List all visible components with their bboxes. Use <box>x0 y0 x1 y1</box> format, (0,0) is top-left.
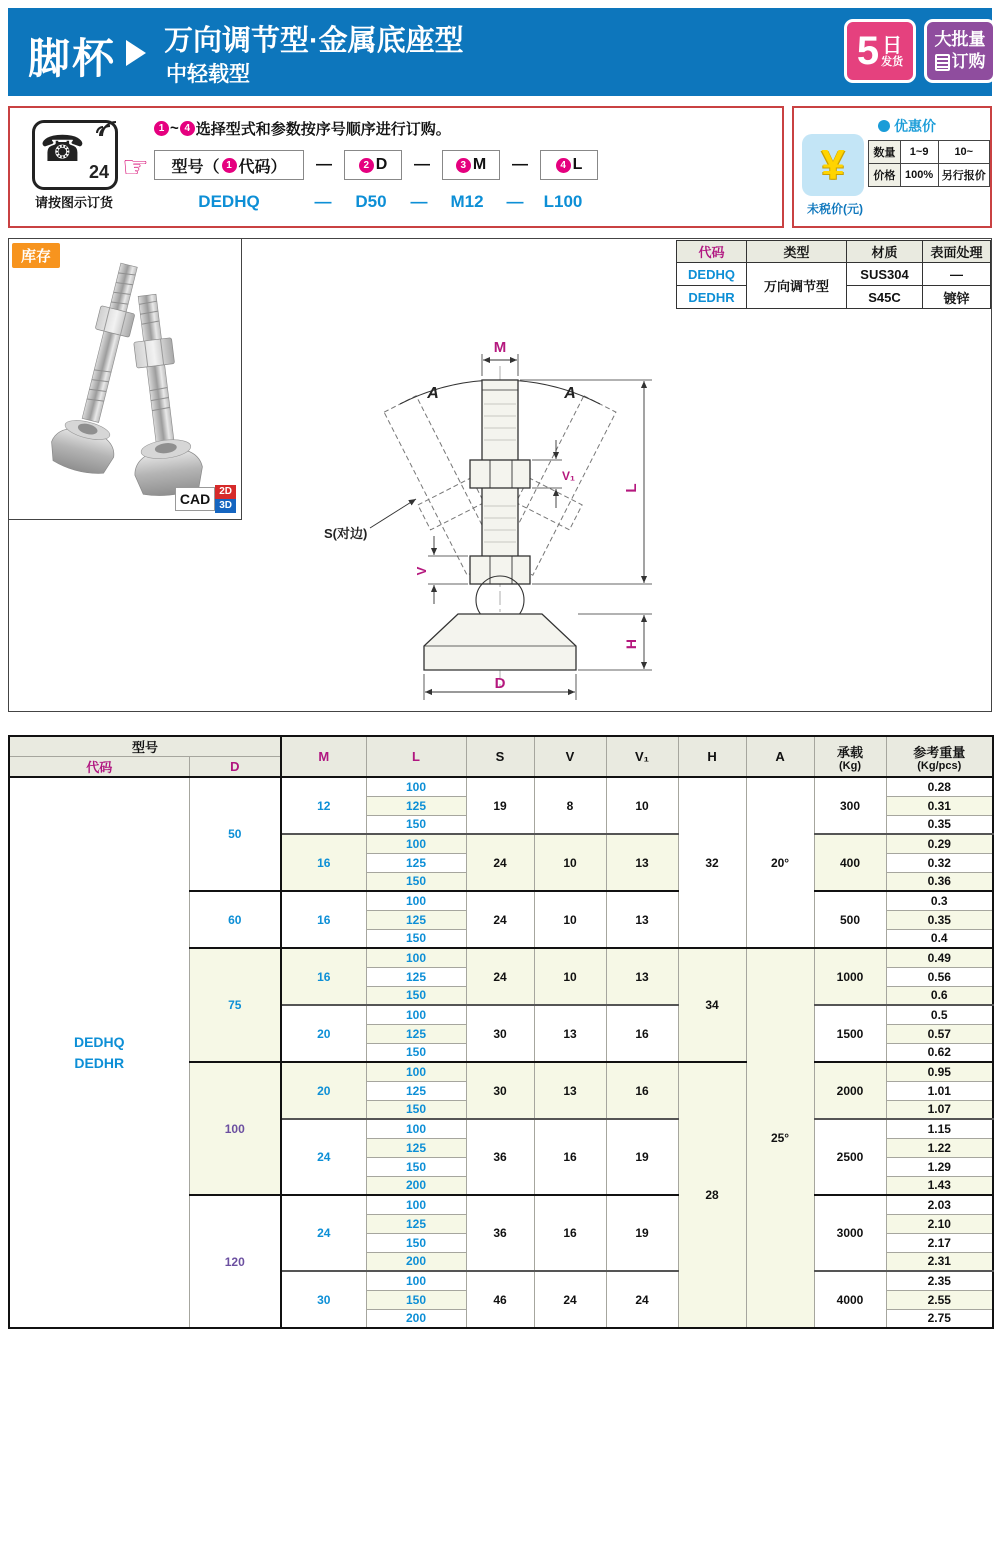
material-s45c: S45C <box>847 286 923 309</box>
cell-s: 30 <box>466 1062 534 1119</box>
header-weight <box>886 736 993 777</box>
dash: — <box>314 192 332 211</box>
header-v1: V₁ <box>606 736 678 777</box>
cell-v1: 16 <box>606 1005 678 1062</box>
cell-w: 1.29 <box>886 1157 993 1176</box>
cad-badge[interactable] <box>175 485 236 513</box>
cell-w: 0.35 <box>886 815 993 834</box>
m-label: M <box>472 156 487 173</box>
cell-l: 150 <box>366 815 466 834</box>
cell-s: 24 <box>466 948 534 1005</box>
cell-v: 10 <box>534 834 606 891</box>
material-sus304: SUS304 <box>847 263 923 286</box>
cell-w: 2.17 <box>886 1233 993 1252</box>
dim-v: V <box>414 566 429 576</box>
header-code: 代码 <box>9 757 189 778</box>
cell-load: 300 <box>814 777 886 834</box>
step-1-bullet: 1 <box>154 121 169 136</box>
phone-24h-icon <box>32 120 118 190</box>
cell-l: 100 <box>366 1119 466 1138</box>
cell-l: 100 <box>366 777 466 796</box>
qty-range-2: 10~ <box>938 141 989 164</box>
step-3-bullet: 3 <box>456 158 471 173</box>
product-photo <box>9 239 241 519</box>
cell-l: 125 <box>366 853 466 872</box>
cell-l: 150 <box>366 1043 466 1062</box>
example-d: D50 <box>355 192 387 211</box>
model-post: 代码） <box>238 158 287 176</box>
ship-day-char: 日 <box>882 34 903 57</box>
col-code: 代码 <box>677 241 747 263</box>
page-header <box>8 8 992 96</box>
dim-h: H <box>623 638 639 650</box>
arrow-right-icon <box>126 40 146 66</box>
cell-l: 125 <box>366 1081 466 1100</box>
cell-load: 3000 <box>814 1195 886 1271</box>
cell-l: 150 <box>366 872 466 891</box>
cell-m: 16 <box>281 834 366 891</box>
cell-v1: 24 <box>606 1271 678 1328</box>
cell-s: 36 <box>466 1195 534 1271</box>
cell-v1: 16 <box>606 1062 678 1119</box>
step-4-bullet: 4 <box>556 158 571 173</box>
cell-w: 0.31 <box>886 796 993 815</box>
ship-badge <box>844 19 916 83</box>
cell-d: 60 <box>189 891 281 948</box>
cell-a: 25° <box>746 948 814 1328</box>
cell-v1: 10 <box>606 777 678 834</box>
cell-w: 0.28 <box>886 777 993 796</box>
cell-w: 1.43 <box>886 1176 993 1195</box>
cell-l: 125 <box>366 967 466 986</box>
ship-label: 发货 <box>881 55 904 68</box>
cell-w: 1.22 <box>886 1138 993 1157</box>
cell-a: 20° <box>746 777 814 948</box>
cell-load: 500 <box>814 891 886 948</box>
price-value-2: 另行报价 <box>938 164 989 187</box>
cad-3d-tag: 3D <box>215 499 236 513</box>
model-pre: 型号（ <box>171 158 220 176</box>
cell-w: 0.32 <box>886 853 993 872</box>
cell-l: 100 <box>366 891 466 910</box>
cell-l: 100 <box>366 1062 466 1081</box>
dim-d: D <box>494 675 506 692</box>
step-4-bullet: 4 <box>180 121 195 136</box>
order-example-row <box>154 192 592 212</box>
dash: — <box>506 192 524 211</box>
cell-v: 10 <box>534 948 606 1005</box>
cell-l: 150 <box>366 1100 466 1119</box>
header-load <box>814 736 886 777</box>
dim-v1: V₁ <box>562 469 575 483</box>
dash: — <box>316 156 332 173</box>
cell-w: 2.35 <box>886 1271 993 1290</box>
table-row <box>677 263 991 286</box>
type-value: 万向调节型 <box>747 263 847 309</box>
cell-w: 0.49 <box>886 948 993 967</box>
cell-w: 0.35 <box>886 910 993 929</box>
pointing-hand-icon: ☞ <box>122 151 149 184</box>
order-box-model <box>154 150 304 180</box>
cell-w: 2.31 <box>886 1252 993 1271</box>
cell-l: 200 <box>366 1309 466 1328</box>
dim-m: M <box>493 339 507 356</box>
example-model: DEDHQ <box>198 192 260 211</box>
cell-m: 20 <box>281 1062 366 1119</box>
cell-w: 0.95 <box>886 1062 993 1081</box>
instruction-text: 选择型式和参数按序号顺序进行订购。 <box>195 121 451 138</box>
cell-v: 13 <box>534 1062 606 1119</box>
cell-w: 0.3 <box>886 891 993 910</box>
discount-label <box>878 116 936 136</box>
cell-l: 200 <box>366 1176 466 1195</box>
phone-24-label: 24 <box>88 162 109 182</box>
page-subtitle: 中轻载型 <box>166 63 250 86</box>
cell-h: 32 <box>678 777 746 948</box>
dash: — <box>414 156 430 173</box>
code-dedhr: DEDHR <box>677 286 747 309</box>
cell-load: 2000 <box>814 1062 886 1119</box>
cell-w: 0.62 <box>886 1043 993 1062</box>
yen-icon <box>802 134 864 196</box>
surface-none: — <box>923 263 991 286</box>
cell-m: 16 <box>281 891 366 948</box>
cell-load: 2500 <box>814 1119 886 1195</box>
cell-v1: 13 <box>606 834 678 891</box>
cell-w: 0.57 <box>886 1024 993 1043</box>
cell-w: 2.75 <box>886 1309 993 1328</box>
cell-s: 46 <box>466 1271 534 1328</box>
code-spec-table <box>676 240 991 309</box>
cell-v1: 13 <box>606 891 678 948</box>
order-box-m <box>442 150 500 180</box>
cell-v: 16 <box>534 1195 606 1271</box>
cell-w: 2.03 <box>886 1195 993 1214</box>
cell-h: 28 <box>678 1062 746 1328</box>
product-name: 脚杯 <box>28 35 117 82</box>
cell-d: 75 <box>189 948 281 1062</box>
bullet-icon <box>878 120 890 132</box>
page-title: 万向调节型·金属底座型 <box>164 25 464 57</box>
order-box-l <box>540 150 598 180</box>
cell-l: 125 <box>366 910 466 929</box>
cell-w: 1.07 <box>886 1100 993 1119</box>
cell-l: 125 <box>366 1138 466 1157</box>
cell-load: 1000 <box>814 948 886 1005</box>
cell-l: 125 <box>366 1214 466 1233</box>
cell-w: 1.15 <box>886 1119 993 1138</box>
qty-label: 数量 <box>869 141 901 164</box>
bulk-line2: 订购 <box>951 52 986 71</box>
order-instruction-box <box>8 106 784 228</box>
signal-waves-icon <box>95 119 117 139</box>
cell-d: 120 <box>189 1195 281 1328</box>
header-l: L <box>366 736 466 777</box>
header-load-text: 承载 <box>837 744 864 760</box>
cell-d: 50 <box>189 777 281 891</box>
price-table <box>868 140 990 187</box>
bulk-order-icon <box>935 54 950 71</box>
step-2-bullet: 2 <box>359 158 374 173</box>
cell-l: 150 <box>366 986 466 1005</box>
dash: — <box>410 192 428 211</box>
header-m: M <box>281 736 366 777</box>
header-a: A <box>746 736 814 777</box>
cell-load: 1500 <box>814 1005 886 1062</box>
cell-w: 2.55 <box>886 1290 993 1309</box>
dimension-table <box>8 735 994 1329</box>
discount-text: 优惠价 <box>894 118 936 134</box>
cell-l: 100 <box>366 1271 466 1290</box>
cell-l: 150 <box>366 929 466 948</box>
cell-l: 150 <box>366 1157 466 1176</box>
technical-drawing <box>300 338 700 712</box>
order-instruction-line <box>154 118 774 139</box>
cell-w: 0.56 <box>886 967 993 986</box>
cell-w: 0.4 <box>886 929 993 948</box>
cell-w: 1.01 <box>886 1081 993 1100</box>
price-label: 价格 <box>869 164 901 187</box>
cell-m: 12 <box>281 777 366 834</box>
cell-l: 125 <box>366 1024 466 1043</box>
cell-v1: 13 <box>606 948 678 1005</box>
col-material: 材质 <box>847 241 923 263</box>
cell-w: 0.36 <box>886 872 993 891</box>
code-dedhq: DEDHQ <box>677 263 747 286</box>
cell-v: 24 <box>534 1271 606 1328</box>
phone-caption: 请按图示订货 <box>34 195 113 210</box>
bulk-order-badge <box>924 19 996 83</box>
tilde: ~ <box>170 120 179 137</box>
col-surface: 表面处理 <box>923 241 991 263</box>
cell-m: 20 <box>281 1005 366 1062</box>
bulk-line1: 大批量 <box>934 29 986 49</box>
cell-m: 30 <box>281 1271 366 1328</box>
cell-v: 13 <box>534 1005 606 1062</box>
header-model: 型号 <box>9 736 281 757</box>
header-weight-text: 参考重量 <box>913 744 966 760</box>
header-load-unit: (Kg) <box>839 759 862 772</box>
l-label: L <box>572 156 583 173</box>
cell-l: 150 <box>366 1290 466 1309</box>
cell-s: 30 <box>466 1005 534 1062</box>
cell-s: 19 <box>466 777 534 834</box>
cell-l: 100 <box>366 1195 466 1214</box>
cell-m: 16 <box>281 948 366 1005</box>
header-weight-unit: (Kg/pcs) <box>917 759 962 772</box>
cell-w: 2.10 <box>886 1214 993 1233</box>
example-l: L100 <box>543 192 583 211</box>
cell-code: DEDHQ DEDHR <box>9 777 189 1328</box>
table-row <box>9 777 993 796</box>
cad-2d-tag: 2D <box>215 485 236 499</box>
header-d: D <box>189 757 281 778</box>
header-s: S <box>466 736 534 777</box>
qty-range-1: 1~9 <box>900 141 938 164</box>
cell-h: 34 <box>678 948 746 1062</box>
order-box-d <box>344 150 402 180</box>
cell-l: 100 <box>366 1005 466 1024</box>
dash: — <box>512 156 528 173</box>
header-v: V <box>534 736 606 777</box>
cell-w: 0.5 <box>886 1005 993 1024</box>
cell-v: 8 <box>534 777 606 834</box>
cell-s: 36 <box>466 1119 534 1195</box>
cad-label: CAD <box>175 487 215 511</box>
cell-l: 100 <box>366 948 466 967</box>
cell-w: 0.6 <box>886 986 993 1005</box>
dim-s: S(对边) <box>324 526 368 541</box>
cell-v1: 19 <box>606 1119 678 1195</box>
cell-load: 4000 <box>814 1271 886 1328</box>
col-type: 类型 <box>747 241 847 263</box>
cell-v: 16 <box>534 1119 606 1195</box>
yen-symbol: ¥ <box>821 141 845 188</box>
d-label: D <box>375 156 388 173</box>
price-caption: 未税价(元) <box>807 202 863 216</box>
phone-icon: ☎ <box>40 128 85 169</box>
cell-l: 200 <box>366 1252 466 1271</box>
cell-v: 10 <box>534 891 606 948</box>
dim-l: L <box>623 483 640 493</box>
price-value-1: 100% <box>900 164 938 187</box>
cell-m: 24 <box>281 1195 366 1271</box>
example-m: M12 <box>450 192 484 211</box>
cell-w: 0.29 <box>886 834 993 853</box>
surface-zinc: 镀锌 <box>923 286 991 309</box>
cell-s: 24 <box>466 834 534 891</box>
cell-l: 150 <box>366 1233 466 1252</box>
cell-load: 400 <box>814 834 886 891</box>
cell-m: 24 <box>281 1119 366 1195</box>
header-h: H <box>678 736 746 777</box>
dim-a-left: A <box>427 385 439 402</box>
cell-d: 100 <box>189 1062 281 1195</box>
cell-v1: 19 <box>606 1195 678 1271</box>
order-format-row <box>154 150 598 180</box>
cell-l: 125 <box>366 796 466 815</box>
cell-l: 100 <box>366 834 466 853</box>
price-box <box>792 106 992 228</box>
stock-badge: 库存 <box>12 243 60 268</box>
ship-days: 5 <box>856 29 880 73</box>
dim-a-right: A <box>564 385 576 402</box>
step-1-bullet: 1 <box>222 158 237 173</box>
cell-s: 24 <box>466 891 534 948</box>
product-photo-box <box>8 238 242 520</box>
